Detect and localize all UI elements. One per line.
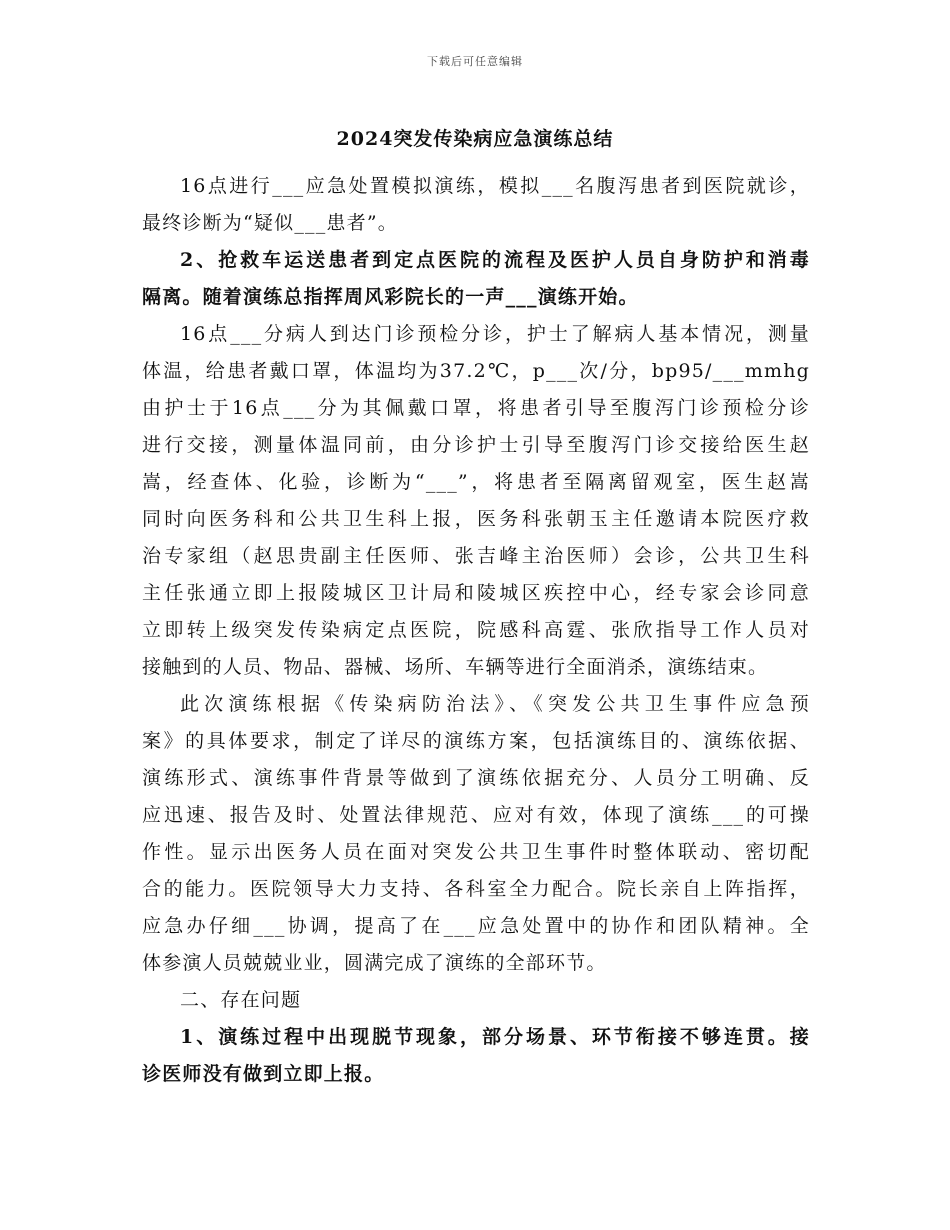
paragraph-line: 此次演练根据《传染病防治法》、《突发公共卫生事件应急预 [180,693,810,715]
paragraph-line: 体温，给患者戴口罩，体温均为37.2℃，p___次/分，bp95/___mmhg [142,360,810,382]
paragraph-line: 二、存在问题 [180,989,302,1011]
document-title: 2024突发传染病应急演练总结 [336,128,614,150]
paragraph-line: 16点___分病人到达门诊预检分诊，护士了解病人基本情况，测量 [180,323,810,345]
paragraph-line: 接触到的人员、物品、器械、场所、车辆等进行全面消杀，演练结束。 [142,656,769,678]
paragraph-problem-1 [142,1019,810,1093]
paragraph-line: 诊医师没有做到立即上报。 [142,1063,385,1085]
paragraph-line: 由护士于16点___分为其佩戴口罩，将患者引导至腹泻门诊预检分诊 [142,397,810,419]
paragraph-line: 主任张通立即上报陵城区卫计局和陵城区疾控中心，经专家会诊同意 [142,582,810,604]
paragraph-1 [142,168,810,242]
paragraph-line: 作性。显示出医务人员在面对突发公共卫生事件时整体联动、密切配 [142,841,810,863]
paragraph-line: 同时向医务科和公共卫生科上报，医务科张朝玉主任邀请本院医疗救 [142,508,810,530]
paragraph-line: 应急办仔细___协调，提高了在___应急处置中的协作和团队精神。全 [142,915,810,937]
paragraph-line: 2、抢救车运送患者到定点医院的流程及医护人员自身防护和消毒 [180,249,810,271]
paragraph-line: 治专家组（赵思贵副主任医师、张吉峰主治医师）会诊，公共卫生科 [142,545,810,567]
paragraph-line: 1、演练过程中出现脱节现象，部分场景、环节衔接不够连贯。接 [180,1026,810,1048]
page-header-note: 下载后可任意编辑 [427,55,523,68]
section-heading-problems [142,982,810,1019]
paragraph-line: 体参演人员兢兢业业，圆满完成了演练的全部环节。 [142,952,607,974]
paragraph-2-heading [142,242,810,316]
document-body [142,168,810,1093]
paragraph-line: 合的能力。医院领导大力支持、各科室全力配合。院长亲自上阵指挥， [142,878,810,900]
paragraph-line: 16点进行___应急处置模拟演练，模拟___名腹泻患者到医院就诊， [180,175,810,197]
paragraph-line: 嵩，经查体、化验，诊断为“___”，将患者至隔离留观室，医生赵嵩 [142,471,810,493]
paragraph-line: 隔离。随着演练总指挥周风彩院长的一声___演练开始。 [142,286,639,308]
paragraph-line: 演练形式、演练事件背景等做到了演练依据充分、人员分工明确、反 [142,767,810,789]
paragraph-line: 案》的具体要求，制定了详尽的演练方案，包括演练目的、演练依据、 [142,730,810,752]
paragraph-line: 立即转上级突发传染病定点医院，院感科高霆、张欣指导工作人员对 [142,619,810,641]
paragraph-4 [142,686,810,982]
paragraph-line: 最终诊断为“疑似___患者”。 [142,212,398,234]
paragraph-line: 应迅速、报告及时、处置法律规范、应对有效，体现了演练___的可操 [142,804,810,826]
paragraph-3 [142,316,810,686]
paragraph-line: 进行交接，测量体温同前，由分诊护士引导至腹泻门诊交接给医生赵 [142,434,810,456]
